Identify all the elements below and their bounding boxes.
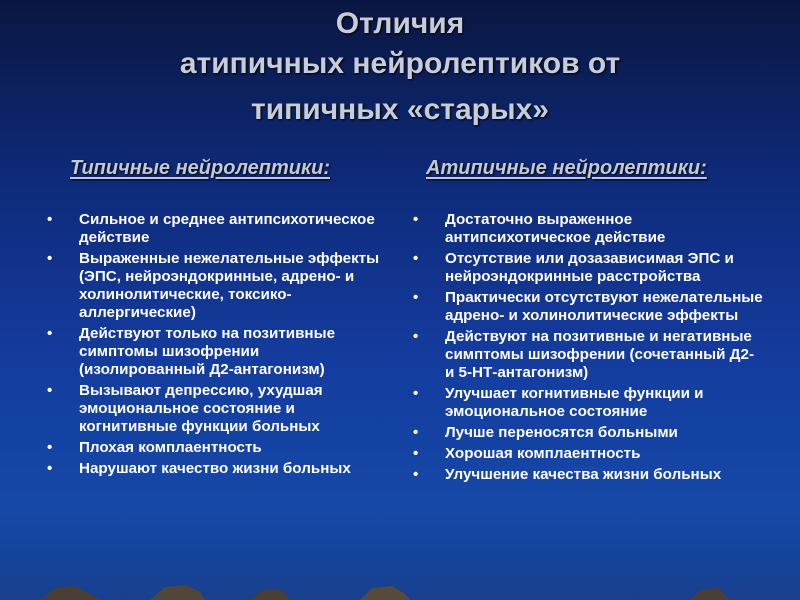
bullet-icon: • <box>413 445 419 462</box>
list-item-text: Хорошая комплаентность <box>445 445 641 462</box>
list-item-text: Нарушают качество жизни больных <box>79 460 351 477</box>
bullet-icon: • <box>413 289 419 306</box>
title-line-1: Отличия <box>335 7 465 40</box>
list-item <box>45 250 385 322</box>
list-item <box>45 439 385 457</box>
bullet-icon: • <box>47 460 53 477</box>
bullet-icon: • <box>413 424 419 441</box>
bullet-icon: • <box>47 439 53 456</box>
list-item <box>411 445 766 463</box>
bullet-icon: • <box>413 466 419 483</box>
title-line-2: атипичных нейролептиков от <box>179 47 621 80</box>
bullet-icon: • <box>47 325 53 342</box>
list-item-text: Лучше переносятся больными <box>445 424 678 441</box>
list-item <box>411 385 766 421</box>
list-item <box>45 460 385 478</box>
list-item-text: Достаточно выраженное антипсихотическое действие <box>445 211 666 246</box>
list-item-text: Плохая комплаентность <box>79 439 262 456</box>
list-item-text: Выраженные нежелательные эффекты (ЭПС, нейроэндокринные, адрено- и холинолитические, токсико-аллергические) <box>79 250 380 321</box>
list-item-text: Практически отсутствуют нежелательные адрено- и холинолитические эффекты <box>445 289 763 324</box>
list-item-text: Улучшает когнитивные функции и эмоциональное состояние <box>445 385 704 420</box>
typical-heading: Типичные нейролептики: <box>70 157 330 179</box>
slide-title <box>0 4 800 130</box>
list-item <box>411 466 766 484</box>
bullet-icon: • <box>413 328 419 345</box>
list-item <box>45 382 385 436</box>
bullet-icon: • <box>47 382 53 399</box>
list-item <box>411 424 766 442</box>
list-item-text: Действуют только на позитивные симптомы шизофрении (изолированный Д2-антагонизм) <box>79 325 336 378</box>
list-item <box>45 325 385 379</box>
list-item <box>411 289 766 325</box>
list-item-text: Улучшение качества жизни больных <box>445 466 722 483</box>
title-line-3: типичных «старых» <box>251 93 549 126</box>
bullet-icon: • <box>47 211 53 228</box>
atypical-heading: Атипичные нейролептики: <box>426 157 707 179</box>
list-item-text: Отсутствие или дозазависимая ЭПС и нейроэндокринные расстройства <box>445 250 734 285</box>
bullet-icon: • <box>413 250 419 267</box>
list-item-text: Сильное и среднее антипсихотическое действие <box>79 211 375 246</box>
bullet-icon: • <box>413 385 419 402</box>
list-item <box>411 211 766 247</box>
list-item <box>411 328 766 382</box>
typical-list <box>45 211 385 481</box>
list-item-text: Вызывают депрессию, ухудшая эмоциональное состояние и когнитивные функции больных <box>79 382 323 435</box>
list-item <box>45 211 385 247</box>
bullet-icon: • <box>413 211 419 228</box>
list-item <box>411 250 766 286</box>
bottom-rocks-decoration <box>0 580 800 600</box>
list-item-text: Действуют на позитивные и негативные симптомы шизофрении (сочетанный Д2- и 5-НТ-антагонизм) <box>445 328 754 381</box>
bullet-icon: • <box>47 250 53 267</box>
atypical-list <box>411 211 766 487</box>
